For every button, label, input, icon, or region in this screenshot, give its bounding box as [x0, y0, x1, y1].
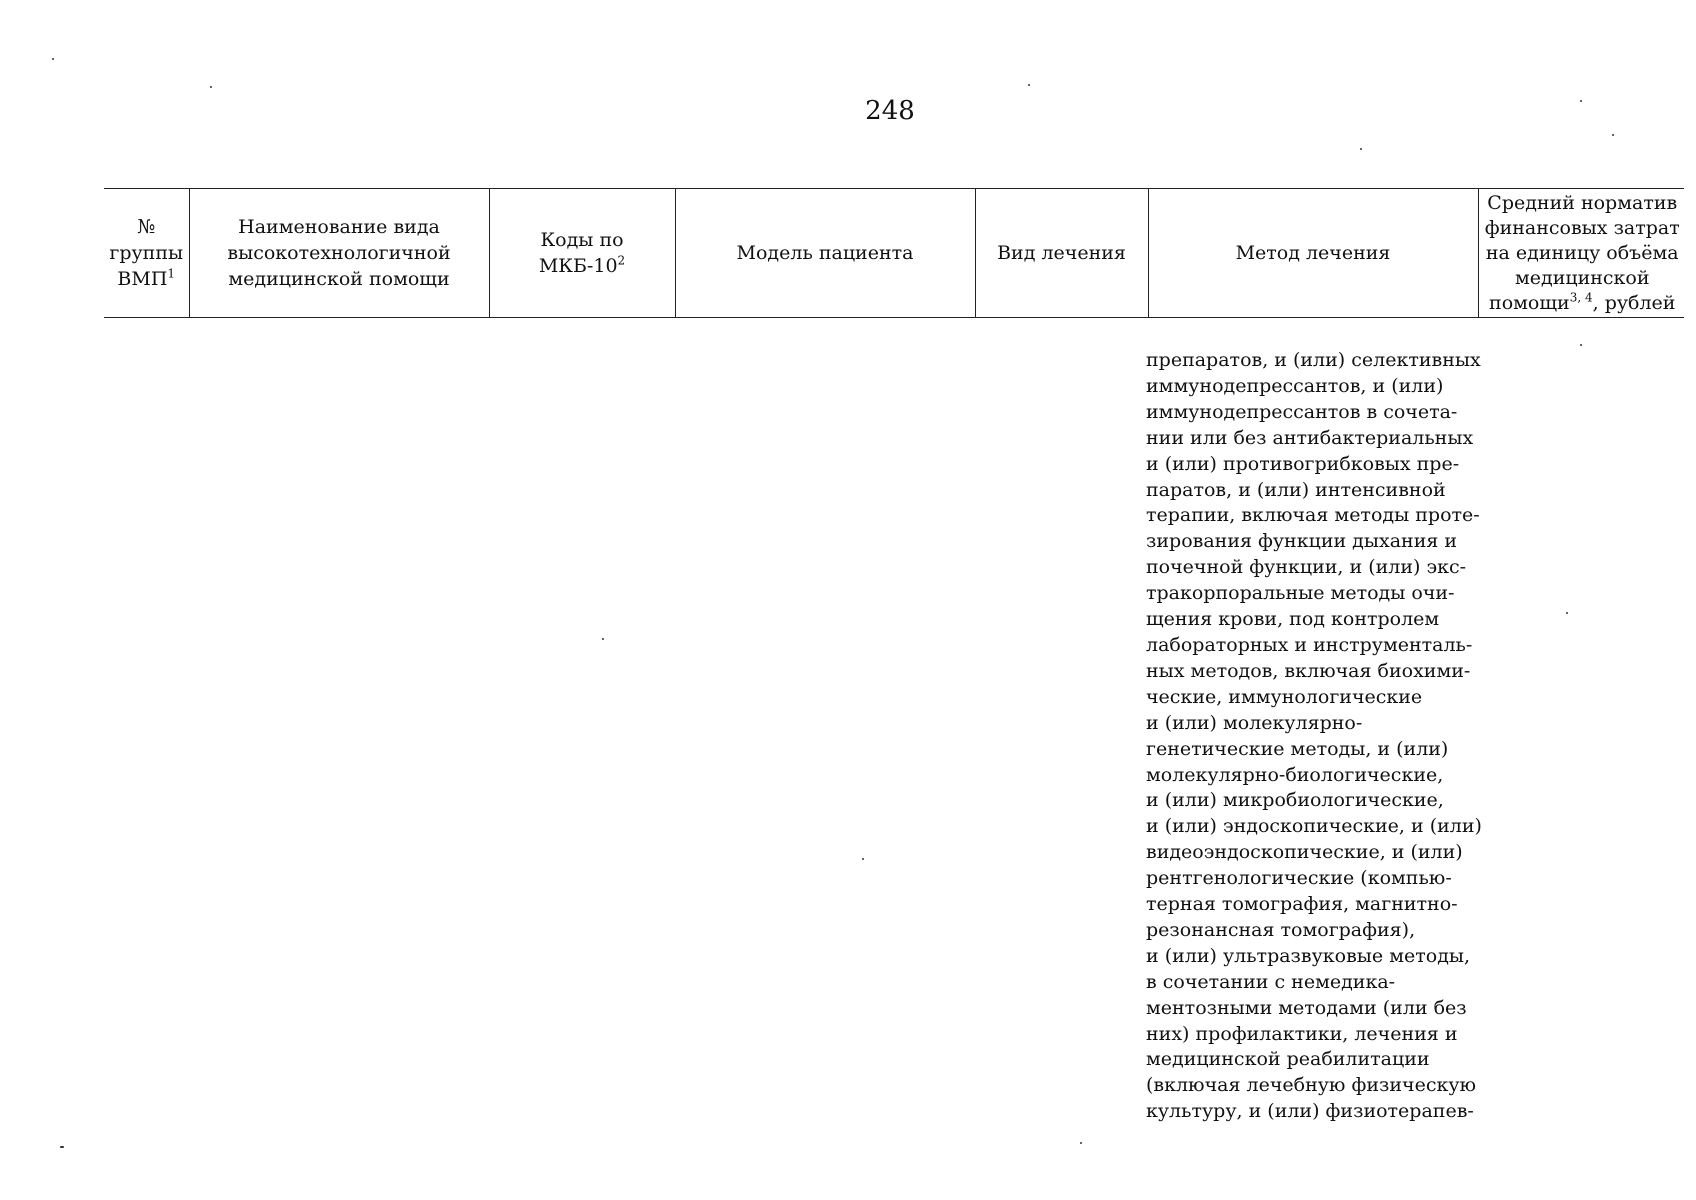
text-line: щения крови, под контролем — [1146, 608, 1440, 631]
header-icd-codes: Коды по МКБ-$10^2$ — [489, 189, 675, 318]
scan-speck — [1580, 344, 1582, 346]
header-treatment-type: Вид лечения — [975, 189, 1148, 318]
header-patient-model: Модель пациента — [675, 189, 975, 318]
text-line: рентгенологические (компью- — [1146, 867, 1452, 890]
text-line: и (или) микробиологические, — [1146, 789, 1444, 812]
scan-speck — [1028, 84, 1030, 86]
scan-speck — [602, 638, 604, 640]
table-header — [104, 188, 1684, 318]
text-line: резонансная томография), — [1146, 918, 1416, 941]
text-line: зирования функции дыхания и — [1146, 530, 1458, 553]
scan-speck — [1612, 134, 1614, 136]
text-line: и (или) эндоскопические, и (или) — [1146, 815, 1482, 838]
scan-speck — [1360, 148, 1362, 150]
scan-speck — [1080, 1142, 1082, 1144]
scan-speck — [862, 858, 864, 860]
text-line: нии или без антибактериальных — [1146, 426, 1474, 449]
text-line: ных методов, включая биохими- — [1146, 659, 1471, 682]
header-treatment-method: Метод лечения — [1148, 189, 1478, 318]
page-number: 248 — [865, 96, 915, 126]
footnote-marker: 3, 4 — [1569, 290, 1593, 305]
text-line: (включая лечебную физическую — [1146, 1074, 1477, 1097]
header-group-number: № группы ВМП$^1$ — [104, 189, 189, 318]
scan-speck — [1580, 100, 1582, 102]
text-line: культуру, и (или) физиотерапев- — [1146, 1100, 1474, 1123]
text-line: и (или) противогрибковых пре- — [1146, 452, 1460, 475]
text-line: тракорпоральные методы очи- — [1146, 582, 1455, 605]
scan-speck — [210, 86, 212, 88]
scan-speck — [1566, 612, 1568, 614]
footnote-marker: 1 — [167, 266, 176, 281]
text-line: видеоэндоскопические, и (или) — [1146, 841, 1463, 864]
text-line: препаратов, и (или) селективных — [1146, 349, 1481, 371]
text-line: иммунодепрессантов в сочета- — [1146, 400, 1458, 423]
text-line: паратов, и (или) интенсивной — [1146, 478, 1446, 501]
text-line: и (или) ультразвуковые методы, — [1146, 944, 1471, 967]
text-line: терапии, включая методы проте- — [1146, 504, 1480, 527]
scan-speck — [52, 58, 54, 60]
text-line: и (или) молекулярно- — [1146, 711, 1363, 734]
text-line: них) профилактики, лечения и — [1146, 1022, 1458, 1045]
header-care-type-name: Наименование вида высокотехнологичной медицинской помощи — [189, 189, 489, 318]
text-line: почечной функции, и (или) экс- — [1146, 556, 1467, 579]
text-line: молекулярно-биологические, — [1146, 763, 1444, 786]
header-average-cost-norm: Средний норматив финансовых затрат на единицу объёма медицинской помощи$^{3, 4}$, рублей — [1478, 189, 1684, 318]
scan-speck — [60, 1146, 64, 1148]
text-line: ческие, иммунологические — [1146, 685, 1423, 708]
text-line: в сочетании с немедика- — [1146, 970, 1396, 993]
footnote-marker: 2 — [617, 253, 626, 268]
treatment-method-text — [1146, 348, 1482, 1125]
text-line: лабораторных и инструменталь- — [1146, 633, 1473, 656]
text-line: иммунодепрессантов, и (или) — [1146, 374, 1444, 397]
text-line: медицинской реабилитации — [1146, 1048, 1430, 1071]
text-line: терная томография, магнитно- — [1146, 893, 1458, 916]
text-line: генетические методы, и (или) — [1146, 737, 1449, 760]
text-line: ментозными методами (или без — [1146, 996, 1467, 1019]
